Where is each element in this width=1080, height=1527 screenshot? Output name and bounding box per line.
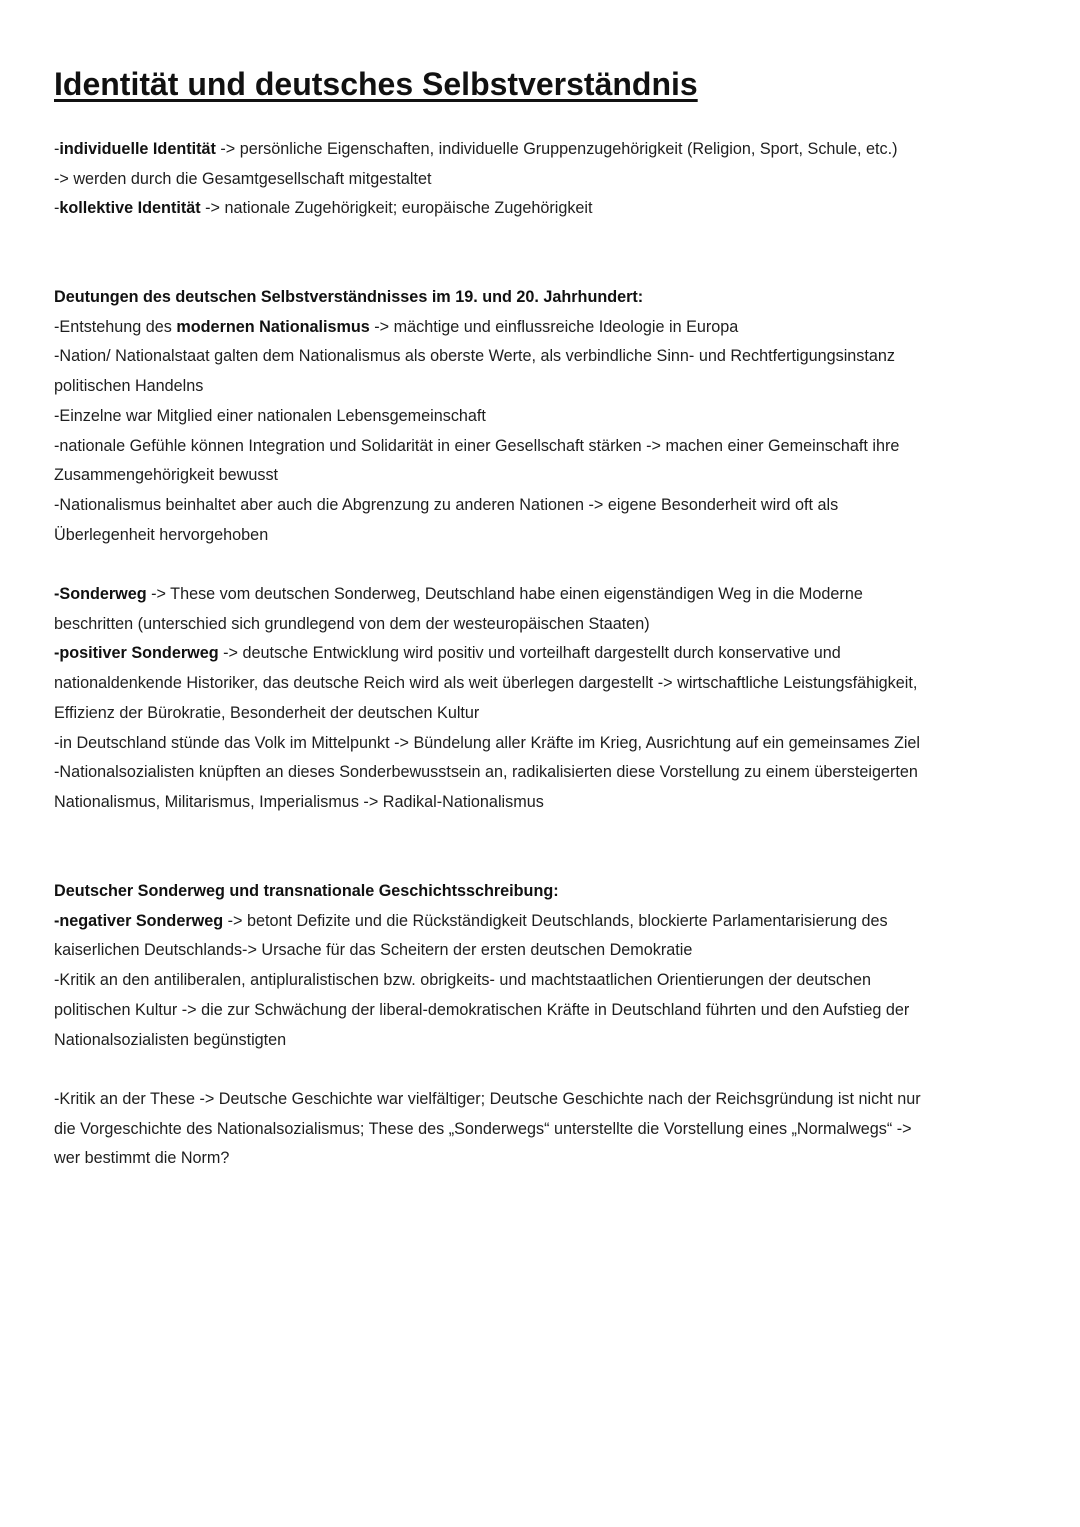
para-critique-thesis-3: wer bestimmt die Norm? bbox=[54, 1149, 230, 1168]
dash: - bbox=[54, 140, 60, 158]
para-national-feelings-1: -nationale Gefühle können Integration und Solidarität in einer Gesellschaft stärken -> machen einer Gemeinschaft ihre bbox=[54, 436, 900, 455]
term-positive-sonderweg: -positiver Sonderweg bbox=[54, 644, 219, 663]
intro-block bbox=[54, 135, 1026, 224]
para-negative-sonderweg-2: kaiserlichen Deutschlands-> Ursache für das Scheitern der ersten deutschen Demokratie bbox=[54, 941, 693, 960]
para-positive-sonderweg-2: nationaldenkende Historiker, das deutsche Reich wird als weit überlegen dargestellt -> wirtschaftliche Leistungsfähigkeit, bbox=[54, 674, 918, 693]
para-positive-sonderweg-3: Effizienz der Bürokratie, Besonderheit der deutschen Kultur bbox=[54, 703, 480, 722]
definition-text: -> persönliche Eigenschaften, individuelle Gruppenzugehörigkeit (Religion, Sport, Schule, etc.) bbox=[215, 140, 898, 158]
para-sonderweg-1 bbox=[54, 580, 1026, 610]
para-demarcation-2: Überlegenheit hervorgehoben bbox=[54, 525, 269, 544]
para-sonderweg-2: beschritten (unterschied sich grundlegend von dem der westeuropäischen Staaten) bbox=[54, 614, 650, 633]
para-modern-nationalism bbox=[54, 313, 1026, 343]
intro-line-society: -> werden durch die Gesamtgesellschaft mitgestaltet bbox=[54, 169, 432, 188]
para-national-feelings-2: Zusammengehörigkeit bewusst bbox=[54, 466, 279, 485]
para-nationalsozialisten-2: Nationalismus, Militarismus, Imperialismus -> Radikal-Nationalismus bbox=[54, 792, 544, 811]
section-critique-thesis bbox=[54, 1085, 1026, 1174]
page-title: Identität und deutsches Selbstverständnis bbox=[54, 66, 698, 102]
para-nationalsozialisten-1: -Nationalsozialisten knüpften an dieses Sonderbewusstsein an, radikalisierten diese Vorstellung zu einem übersteigerten bbox=[54, 763, 918, 782]
section-sonderweg bbox=[54, 580, 1026, 818]
para-demarcation-1: -Nationalismus beinhaltet aber auch die Abgrenzung zu anderen Nationen -> eigene Besonderheit wird oft als bbox=[54, 495, 839, 514]
text: -> mächtige und einflussreiche Ideologie in Europa bbox=[369, 317, 739, 336]
para-positive-sonderweg-1 bbox=[54, 639, 1026, 669]
term-sonderweg: -Sonderweg bbox=[54, 585, 147, 603]
text: -> These vom deutschen Sonderweg, Deutschland habe einen eigenständigen Weg in die Moderne bbox=[146, 585, 863, 603]
term-negative-sonderweg: -negativer Sonderweg bbox=[54, 911, 224, 930]
para-critique-antiliberal-3: Nationalsozialisten begünstigten bbox=[54, 1030, 287, 1049]
dash: - bbox=[54, 199, 60, 218]
section-interpretations bbox=[54, 283, 1026, 550]
section-transnational bbox=[54, 877, 1026, 1055]
para-nation-values-1: -Nation/ Nationalstaat galten dem Nationalismus als oberste Werte, als verbindliche Sinn- und Rechtfertigungsinstanz bbox=[54, 347, 895, 366]
intro-line-individual bbox=[54, 135, 1026, 165]
term-individual-identity: individuelle Identität bbox=[59, 140, 216, 158]
section-heading-interpretations: Deutungen des deutschen Selbstverständnisses im 19. und 20. Jahrhundert: bbox=[54, 288, 644, 306]
para-negative-sonderweg-1 bbox=[54, 907, 1026, 937]
text: -> betont Defizite und die Rückständigkeit Deutschlands, blockierte Parlamentarisierung des bbox=[223, 911, 888, 930]
term-modern-nationalism: modernen Nationalismus bbox=[176, 317, 370, 336]
para-critique-thesis-1: -Kritik an der These -> Deutsche Geschichte war vielfältiger; Deutsche Geschichte nach der Reichsgründung ist nicht nur bbox=[54, 1090, 921, 1108]
para-nation-values-2: politischen Handelns bbox=[54, 377, 204, 396]
term-collective-identity: kollektive Identität bbox=[59, 199, 201, 218]
para-critique-antiliberal-2: politischen Kultur -> die zur Schwächung der liberal-demokratischen Kräfte in Deutschland führten und den Aufstieg der bbox=[54, 1000, 910, 1019]
para-critique-antiliberal-1: -Kritik an den antiliberalen, antipluralistischen bzw. obrigkeits- und machtstaatlichen Orientierungen der deutschen bbox=[54, 971, 872, 990]
para-volk-center: -in Deutschland stünde das Volk im Mittelpunkt -> Bündelung aller Kräfte im Krieg, Ausrichtung auf ein gemeinsames Ziel bbox=[54, 733, 921, 752]
text: -Entstehung des bbox=[54, 317, 177, 336]
para-critique-thesis-2: die Vorgeschichte des Nationalsozialismus; These des „Sonderwegs“ unterstellte die Vorstellung eines „Normalwegs“ -> bbox=[54, 1119, 912, 1138]
intro-line-collective bbox=[54, 194, 1026, 224]
definition-text: -> nationale Zugehörigkeit; europäische Zugehörigkeit bbox=[200, 199, 593, 218]
section-heading-transnational: Deutscher Sonderweg und transnationale Geschichtsschreibung: bbox=[54, 882, 559, 900]
para-individual-member: -Einzelne war Mitglied einer nationalen Lebensgemeinschaft bbox=[54, 406, 486, 425]
text: -> deutsche Entwicklung wird positiv und vorteilhaft dargestellt durch konservative und bbox=[218, 644, 841, 663]
